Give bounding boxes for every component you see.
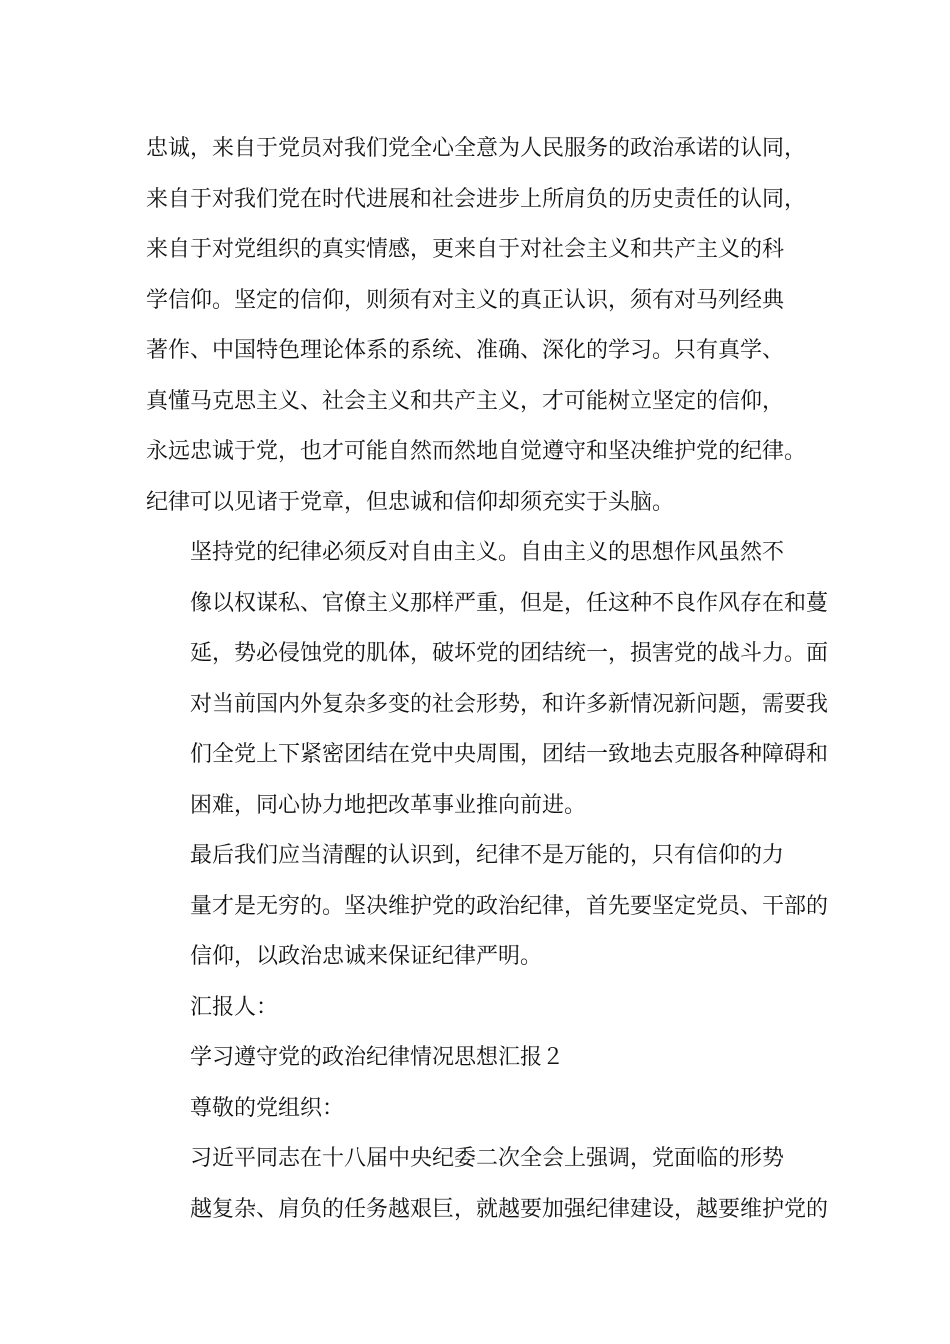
text-line: 来自于对我们党在时代进展和社会进步上所肩负的历史责任的认同， bbox=[146, 186, 807, 212]
text-line: 们全党上下紧密团结在党中央周围，团结一致地去克服各种障碍和 bbox=[190, 742, 829, 767]
salutation: 尊敬的党组织： bbox=[190, 1095, 345, 1121]
text-line: 永远忠诚于党，也才可能自然而然地自觉遵守和坚决维护党的纪律。 bbox=[146, 439, 807, 464]
text-line: 忠诚，来自于党员对我们党全心全意为人民服务的政治承诺的认同， bbox=[146, 136, 807, 161]
text-line: 习近平同志在十八届中央纪委二次全会上强调，党面临的形势 bbox=[190, 1146, 785, 1171]
text-line: 对当前国内外复杂多变的社会形势，和许多新情况新问题，需要我 bbox=[190, 691, 829, 717]
text-line: 真懂马克思主义、社会主义和共产主义，才可能树立坚定的信仰， bbox=[146, 388, 785, 414]
text-line: 困难，同心协力地把改革事业推向前进。 bbox=[190, 792, 587, 818]
document-body bbox=[146, 124, 829, 1235]
paragraph-loyalty-belief bbox=[146, 124, 810, 528]
reporter-label: 汇报人： bbox=[190, 994, 279, 1020]
text-line: 来自于对党组织的真实情感，更来自于对社会主义和共产主义的科 bbox=[146, 237, 785, 262]
text-line: 延，势必侵蚀党的肌体，破坏党的团结统一，损害党的战斗力。面 bbox=[190, 641, 829, 666]
paragraph-conclusion bbox=[146, 831, 829, 983]
text-line: 像以权谋私、官僚主义那样严重，但是，任这种不良作风存在和蔓 bbox=[190, 590, 829, 616]
section-title: 学习遵守党的政治纪律情况思想汇报２ bbox=[190, 1045, 565, 1070]
text-line: 信仰，以政治忠诚来保证纪律严明。 bbox=[190, 944, 543, 969]
text-line: 著作、中国特色理论体系的系统、准确、深化的学习。只有真学、 bbox=[146, 338, 785, 363]
text-line: 最后我们应当清醒的认识到，纪律不是万能的，只有信仰的力 bbox=[190, 843, 785, 868]
paragraph-discipline-building bbox=[146, 1134, 829, 1235]
text-line: 坚持党的纪律必须反对自由主义。自由主义的思想作风虽然不 bbox=[190, 540, 785, 565]
text-line: 纪律可以见诸于党章，但忠诚和信仰却须充实于头脑。 bbox=[146, 489, 675, 515]
text-line: 越复杂、肩负的任务越艰巨，就越要加强纪律建设，越要维护党的 bbox=[190, 1196, 829, 1222]
text-line: 学信仰。坚定的信仰，则须有对主义的真正认识，须有对马列经典 bbox=[146, 287, 785, 313]
text-line: 量才是无穷的。坚决维护党的政治纪律，首先要坚定党员、干部的 bbox=[190, 893, 829, 919]
paragraph-oppose-liberalism bbox=[146, 528, 829, 831]
